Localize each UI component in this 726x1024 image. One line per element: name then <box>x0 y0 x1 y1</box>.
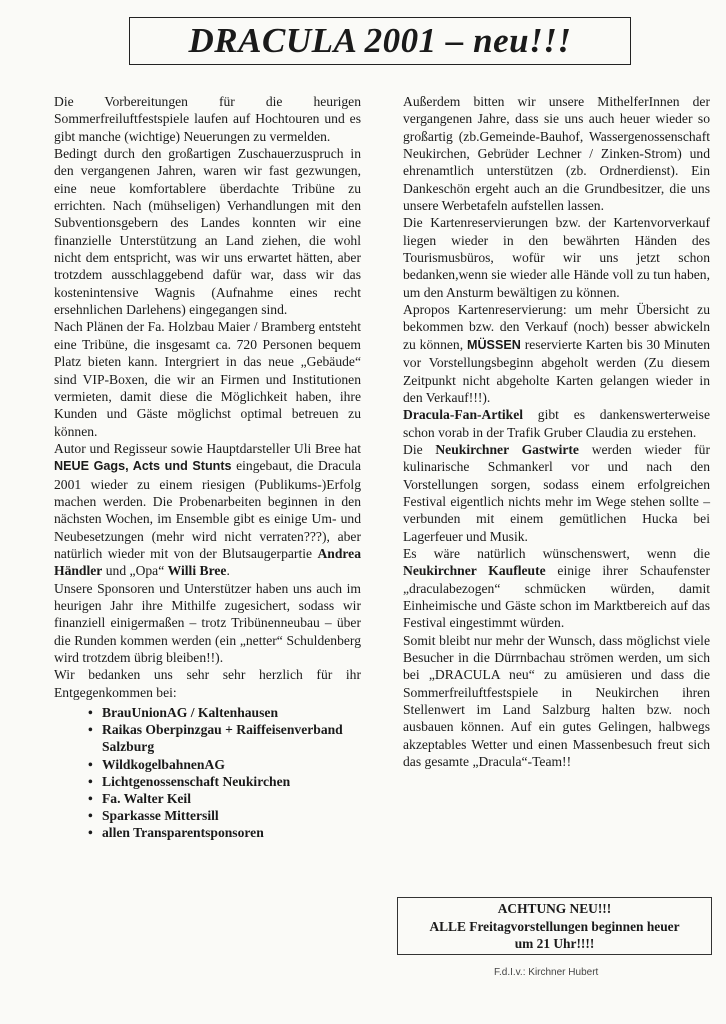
sponsor-name: Raikas Oberpinzgau + Raiffeisenverband Salzburg <box>102 722 343 755</box>
text-run: und „Opa“ <box>102 563 168 579</box>
sponsor-name: Fa. Walter Keil <box>102 791 191 807</box>
paragraph <box>403 545 710 632</box>
emphasis-text: Neukirchner Gastwirte <box>435 441 579 457</box>
bullet-icon: • <box>88 705 93 721</box>
emphasis-text: Dracula-Fan-Artikel <box>403 407 524 423</box>
bullet-icon: • <box>88 722 93 738</box>
list-item <box>54 773 361 790</box>
author-credit: F.d.I.v.: Kirchner Hubert <box>494 967 599 978</box>
paragraph: Außerdem bitten wir unsere MithelferInnen der vergangenen Jahre, dass sie uns auch heuer wieder so großartig (zb.Gemeinde-Bauhof, Wassergenossenschaft Neukirchen, Gebrüder Lechner / Zinken-Strom) und ehrenamtlich unterstützen (zb. Ordnerdienst). Ein Dankeschön ergeht auch an die Grundbesitzer, die uns unsere Werbetafeln aufstellen lassen. <box>403 94 710 214</box>
notice-heading: ACHTUNG NEU!!! <box>497 901 612 916</box>
paragraph <box>54 440 361 580</box>
sponsor-name: BrauUnionAG / Kaltenhausen <box>102 705 279 721</box>
paragraph: Die Kartenreservierungen bzw. der Kartenvorverkauf liegen wieder in den bewährten Händen des Tourismusbüros, wofür wir uns jetzt schon bedanken,wenn sie wieder alle Hände voll zu tun haben, um den Ansturm bewältigen zu können. <box>403 215 710 300</box>
emphasis-text: MÜSSEN <box>466 337 521 352</box>
paragraph: Bedingt durch den großartigen Zuschauerzuspruch in den vergangenen Jahren, waren wir fast gezwungen, eine neue komfortablere überdachte Tribüne zu errichten. Nach (mühseligen) Verhandlungen mit den Subventionsgebern des Landes konnten wir eine finanzielle Unterstützung an Land ziehen, die wohl nicht dem entspricht, was wir uns erwartet hätten, aber trotzdem ausschlaggebend dafür war, dass wir das kostenintensive Wagnis (Aufnahme eines recht ersehnlichen Darlehens) eingegangen sind. <box>54 146 361 318</box>
emphasis-text: Andrea Händler <box>54 545 361 579</box>
text-run: eingebaut, die Dracula 2001 wieder zu einem riesigen (Publikums-)Erfolg machen werden. Die Probenarbeiten beginnen in den nächsten Wochen, im Ensemble gibt es einige Um- und Neubesetzungen (mehr wird nicht verraten???), aber natürlich wieder mit von der Blutsaugerpartie <box>54 458 361 561</box>
sponsor-name: Sparkasse Mittersill <box>102 808 219 824</box>
notice-text: ALLE Freitagvorstellungen beginnen heuer <box>429 918 680 934</box>
text-run: Apropos Kartenreservierung: um mehr Übersicht zu bekommen bzw. den Verkauf (noch) besser abwickeln zu können, <box>403 302 710 352</box>
list-item <box>54 807 361 824</box>
title-box <box>129 17 631 65</box>
list-item <box>54 824 361 841</box>
notice-text: um 21 Uhr!!!! <box>514 936 595 951</box>
paragraph: Wir bedanken uns sehr sehr herzlich für ihr Entgegenkommen bei: <box>54 667 361 700</box>
list-item <box>54 790 361 807</box>
list-item <box>54 756 361 773</box>
text-run: einige ihrer Schaufenster „draculabezogen“ schmücken würden, damit Einheimische und Gäste schon im Marktbereich auf das Festival eingestimmt würden. <box>403 563 710 631</box>
text-run: Autor und Regisseur sowie Hauptdarsteller Uli Bree hat <box>54 440 361 456</box>
bullet-icon: • <box>88 808 93 824</box>
sponsor-name: Lichtgenossenschaft Neukirchen <box>102 773 291 789</box>
emphasis-text: Willi Bree <box>167 563 227 579</box>
bullet-icon: • <box>88 756 93 772</box>
right-column <box>403 93 710 770</box>
emphasis-text: NEUE Gags, Acts und Stunts <box>54 459 232 474</box>
paragraph: Unsere Sponsoren und Unterstützer haben uns auch im heurigen Jahr ihre Mithilfe zugesichert, sodass wir finanziell einigermaßen – trotz Tribünenneubau – über die Runden kommen werden (ein „netter“ Schuldenberg wird trotzdem übrig bleiben!!). <box>54 580 361 665</box>
text-run: Die <box>403 441 436 457</box>
paragraph <box>403 301 710 406</box>
paragraph <box>403 406 710 441</box>
text-run: werden wieder für kulinarische Schmankerl vor und nach den Vorstellungen sorgen, sodass einem erfolgreichen Festival eigentlich nichts mehr im Wege stehen sollte – verbunden mit einem gemütlichen Hucka bei Lagerfeuer und Musik. <box>403 441 710 544</box>
bullet-icon: • <box>88 825 93 841</box>
page-title: DRACULA 2001 – neu!!! <box>188 21 572 60</box>
paragraph: Nach Plänen der Fa. Holzbau Maier / Bramberg entsteht eine Tribüne, die insgesamt ca. 720 Personen bequem Platz bieten kann. Intergriert in das neue „Gebäude“ sind VIP-Boxen, die wir an Firmen und Institutionen vermieten, damit diese die Möglichkeit haben, ihre Kunden und Gäste möglichst optimal betreuen zu können. <box>54 319 361 439</box>
text-run: gibt es dankenswerterweise schon vorab in der Trafik Gruber Claudia zu erstehen. <box>403 407 710 440</box>
bullet-icon: • <box>88 773 93 789</box>
left-column <box>54 93 361 842</box>
sponsor-list <box>54 704 361 842</box>
text-run: . <box>226 563 230 579</box>
text-run: reservierte Karten bis 30 Minuten vor Vorstellungsbeginn abgeholt werden (Zu diesem Zeitpunkt nicht abgeholte Karten gelangen wieder in den Verkauf!!!). <box>403 336 711 405</box>
paragraph: Die Vorbereitungen für die heurigen Sommerfreiluftfestspiele laufen auf Hochtouren und es gibt manche (wichtige) Neuerungen zu vermelden. <box>54 94 361 144</box>
paragraph: Somit bleibt nur mehr der Wunsch, dass möglichst viele Besucher in die Dürrnbachau strömen werden, um sich bei „DRACULA neu“ zu amüsieren und dass die Sommerfreiluftfestspiele in Neukirchen ihren Stellenwert im Land Salzburg halten bzw. noch ausbauen können. Auf ein gutes Gelingen, halbwegs akzeptables Wetter und einen Massenbesuch freut sich das gesamte „Dracula“-Team!! <box>403 632 710 770</box>
bullet-icon: • <box>88 791 93 807</box>
paragraph <box>403 441 710 545</box>
list-item <box>54 721 361 755</box>
sponsor-name: WildkogelbahnenAG <box>102 756 225 772</box>
sponsor-name: allen Transparentsponsoren <box>102 825 264 841</box>
text-run: Es wäre natürlich wünschenswert, wenn die <box>403 545 710 561</box>
list-item <box>54 704 361 721</box>
notice-box <box>397 897 712 955</box>
emphasis-text: Neukirchner Kaufleute <box>403 563 546 579</box>
